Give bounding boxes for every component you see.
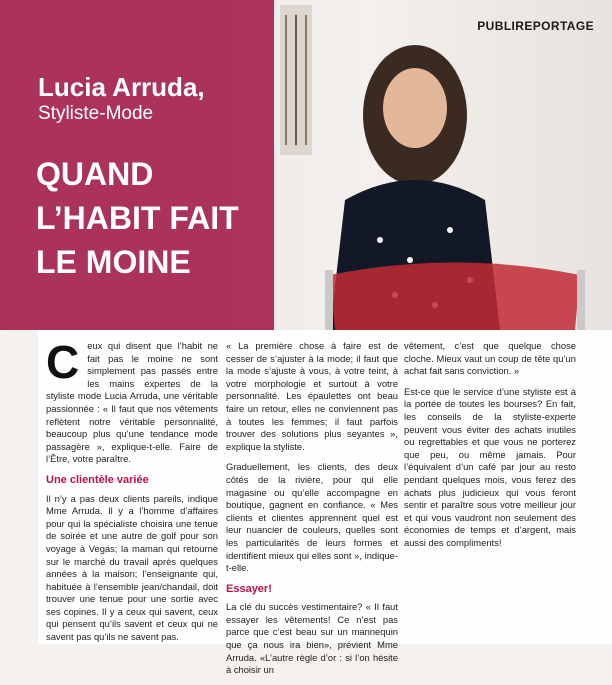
hero-section	[0, 0, 612, 330]
article-column-2	[226, 340, 398, 685]
paragraph-clientele: Il n’y a pas deux clients pareils, indique Mme Arruda. Il y a l’homme d’affaires pour qui la spécialiste choisira une tenue de soirée et une autre de golf pour son voyage à Vegas; la maman qui retourne sur le marché du travail après quelques années à la maison; l’enseignante qui, habituée à l’ensemble jean/chandail, doit trouver une tenue pour une sortie avec ses copines. Il y a ceux qui savent, ceux qui pensent qu’ils savent et ceux qui ne savent pas qu’ils ne savent pas.	[46, 492, 218, 643]
article-column-1	[46, 336, 218, 652]
subheading-clientele: Une clientèle variée	[46, 473, 149, 486]
stylist-name: Lucia Arruda,	[38, 72, 205, 102]
paragraph-conviction: vêtement, c’est que quelque chose cloche. Mieux vaut un coup de tête qu’un achat fait sans conviction. »	[404, 340, 576, 377]
headline-line-3: LE MOINE	[36, 244, 191, 280]
drop-cap: C	[46, 336, 80, 388]
paragraph-bourses: Est-ce que le service d’une styliste est à la portée de toutes les bourses? En fait, les conseils de la styliste-experte peuvent vous éviter des achats inutiles ou regrettables et que vous ne porterez que peu, ou même jamais. Pour l’équivalent d’un café par jour au resto pendant quelques mois, vous ferez des achats plus judicieux qui vous feront sentir et paraître sous votre meilleur jour et qui vous vaudront non seulement des économies de temps et d’argent, mais aussi des compliments!	[404, 385, 576, 548]
paragraph-confiance: Graduellement, les clients, des deux côtés de la rivière, pour qui elle magasine ou qu’elle accompagne en boutique, gagnent en confiance. « Mes clients et clientes apprennent quel est leur nuancier de couleurs, quelles sont les particularités de leurs formes et identifient mieux qui elles sont », indique-t-elle.	[226, 461, 398, 574]
headline-line-2: L’HABIT FAIT	[36, 200, 239, 236]
stylist-role: Styliste-Mode	[38, 103, 154, 124]
article-column-3	[404, 340, 576, 558]
intro-paragraph: C eux qui disent que l’habit ne fait pas le moine ne sont simplement pas passés entre les mains expertes de la styliste mode Lucia Arruda, une véritable passionnée : « Il faut que nos vêtements reflètent notre véritable personnalité, beaucoup plus qu’une tendance mode passagère », explique-t-elle. Faire de l’Être, votre paraître.	[46, 336, 218, 465]
publireportage-tag: PUBLIREPORTAGE	[477, 19, 594, 33]
paragraph-essayer: La clé du succès vestimentaire? « Il faut essayer les vêtements! Ce n’est pas parce que c’est beau sur un mannequin que ça nous ira bien», prévient Mme Arruda. «L’autre règle d’or : si l’on hésite à choisir un	[226, 601, 398, 676]
paragraph-mode: « La première chose à faire est de cesser de s’ajuster à la mode; il faut que la mode s’ajuste à vous, à votre teint, à votre morphologie et surtout à votre personnalité. Les épaulettes ont beau faire un retour, elles ne conviennent pas à toutes les femmes; il faut parfois trouver des solutions plus seyantes », explique la styliste.	[226, 340, 398, 452]
subheading-essayer: Essayer!	[226, 582, 272, 595]
red-chair-image	[320, 255, 590, 330]
headline-line-1: QUAND	[36, 156, 154, 192]
article-headline	[36, 152, 239, 284]
